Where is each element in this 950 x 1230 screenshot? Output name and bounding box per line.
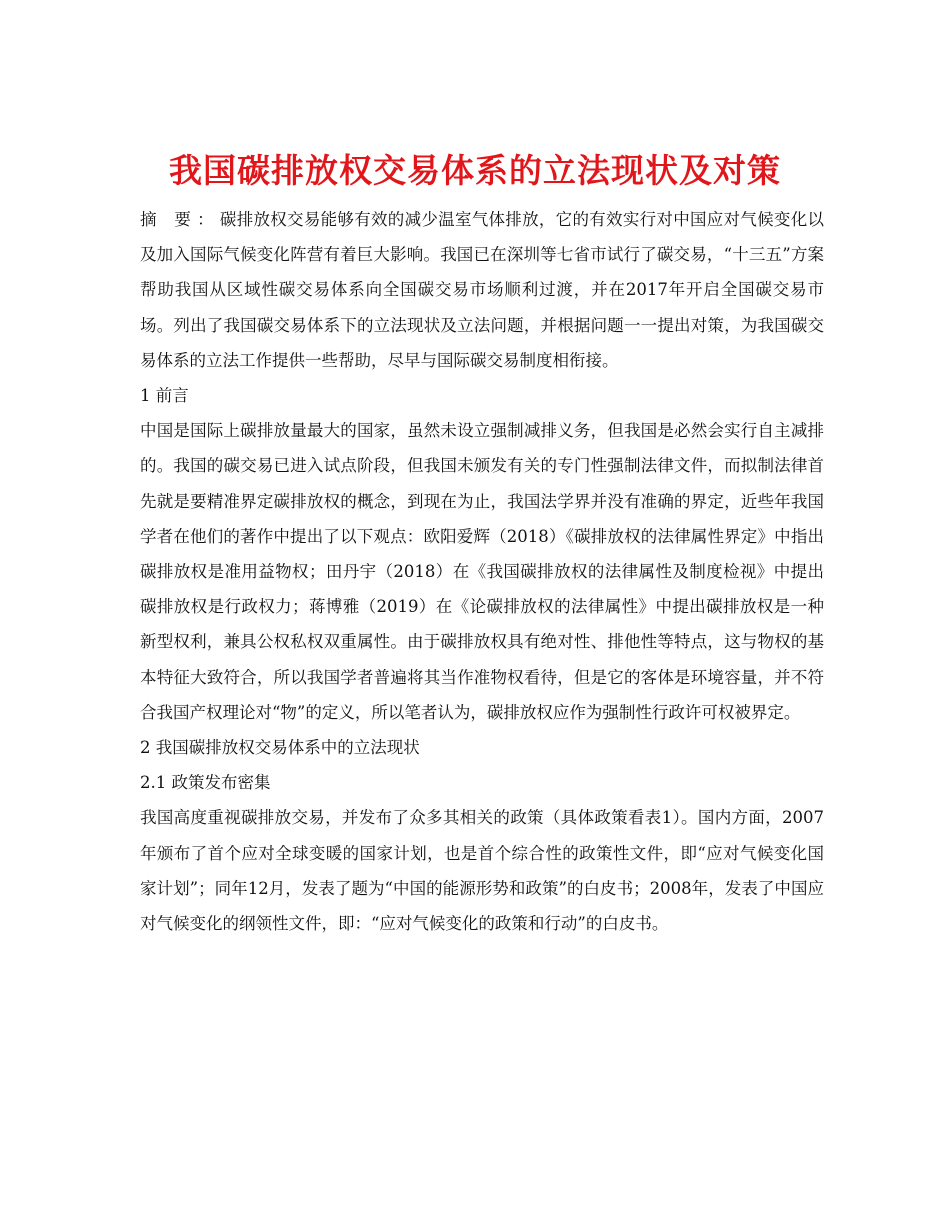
section-paragraph-preface: 中国是国际上碳排放量最大的国家，虽然未设立强制减排义务，但我国是必然会实行自主减排的。我国的碳交易已进入试点阶段，但我国未颁发有关的专门性强制法律文件，而拟制法律首先就是要精准界定碳排放权的概念，到现在为止，我国法学界并没有准确的界定，近些年我国学者在他们的著作中提出了以下观点：欧阳爱辉（2018）《碳排放权的法律属性界定》中指出碳排放权是准用益物权；田丹宇（2018）在《我国碳排放权的法律属性及制度检视》中提出碳排放权是行政权力；蒋博雅（2019）在《论碳排放权的法律属性》中提出碳排放权是一种新型权利，兼具公权私权双重属性。由于碳排放权具有绝对性、排他性等特点，这与物权的基本特征大致符合，所以我国学者普遍将其当作准物权看待，但是它的客体是环境容量，并不符合我国产权理论对“物”的定义，所以笔者认为，碳排放权应作为强制性行政许可权被界定。 [140,421,824,722]
section-heading-legislation-status: 2 我国碳排放权交易体系中的立法现状 [140,738,420,758]
section-heading-preface: 1 前言 [140,386,189,406]
document-title: 我国碳排放权交易体系的立法现状及对策 [169,151,781,191]
abstract-paragraph [140,202,824,378]
subsection-paragraph-policy: 我国高度重视碳排放交易，并发布了众多其相关的政策（具体政策看表1）。国内方面，2007年颁布了首个应对全球变暖的国家计划，也是首个综合性的政策性文件，即“应对气候变化国家计划”；同年12月，发表了题为“中国的能源形势和政策”的白皮书；2008年，发表了中国应对气候变化的纲领性文件，即：“应对气候变化的政策和行动”的白皮书。 [140,808,824,934]
abstract-label: 摘 要： [140,210,220,229]
document-body [140,202,824,941]
subsection-heading-policy: 2.1 政策发布密集 [140,773,271,793]
abstract-text: 碳排放权交易能够有效的减少温室气体排放，它的有效实行对中国应对气候变化以及加入国际气候变化阵营有着巨大影响。我国已在深圳等七省市试行了碳交易，“十三五”方案帮助我国从区域性碳交易体系向全国碳交易市场顺利过渡，并在2017年开启全国碳交易市场。列出了我国碳交易体系下的立法现状及立法问题，并根据问题一一提出对策，为我国碳交易体系的立法工作提供一些帮助，尽早与国际碳交易制度相衔接。 [140,210,825,370]
